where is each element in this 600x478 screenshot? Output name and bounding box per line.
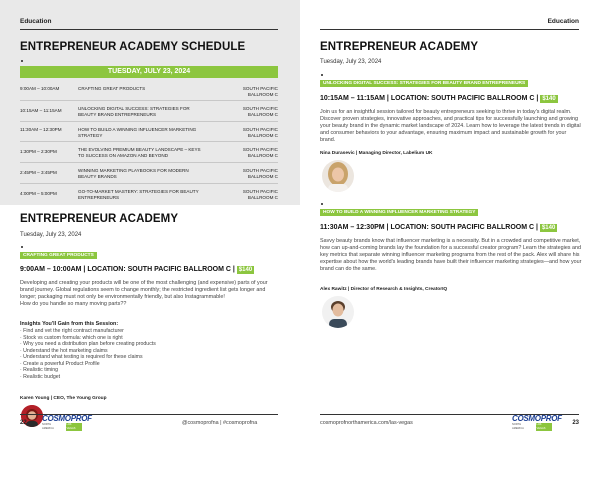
schedule-time: 1:30PM – 2:30PM — [20, 149, 57, 154]
row-divider — [20, 162, 278, 163]
session-description: Join us for an insightful session tailored for beauty entrepreneurs seeking to thrive in today's digital realm. Discover proven strategies, innovative approaches, and practical tips for successfully launching and growing your beauty brand in the dynamic market landscape of 2024. Learn how to leverage the latest trends in digital and consumer behaviors to your advantage, ensuring maximum impact and sustainable growth for your brand. — [320, 109, 581, 143]
logo-word: COSMOPROF — [512, 414, 562, 423]
insight-item: · Stock vs custom formula: which one is right — [20, 334, 123, 341]
row-divider — [20, 141, 278, 142]
session-time-location — [20, 266, 254, 274]
speaker-credit: Karen Young | CEO, The Young Group — [20, 396, 107, 401]
section-divider — [20, 29, 278, 30]
section-divider — [320, 29, 579, 30]
insight-item: · Understand the hot marketing claims — [20, 347, 108, 354]
logo-city: LAS VEGAS — [536, 423, 553, 431]
schedule-room: SOUTH PACIFIC BALLROOM C — [242, 127, 278, 138]
academy-title: ENTREPRENEUR ACADEMY — [320, 41, 479, 53]
schedule-time: 11:30AM – 12:30PM — [20, 127, 62, 132]
academy-title: ENTREPRENEUR ACADEMY — [20, 213, 179, 225]
session-tag: HOW TO BUILD A WINNING INFLUENCER MARKETING STRATEGY — [320, 209, 478, 216]
schedule-session: HOW TO BUILD A WINNING INFLUENCER MARKETING STRATEGY — [78, 127, 197, 138]
speaker-credit: Alex Rawitz | Director of Research & Insights, CreatorIQ — [320, 287, 448, 292]
schedule-date-bar: TUESDAY, JULY 23, 2024 — [20, 66, 278, 78]
insight-item: · Realistic budget — [20, 373, 61, 380]
insight-item: · Realistic timing — [20, 367, 59, 373]
schedule-session: WINNING MARKETING PLAYBOOKS FOR MODERN BEAUTY BRANDS — [78, 168, 189, 179]
insight-item: · Why you need a distribution plan before creating products — [20, 341, 156, 347]
bullet-dot — [321, 74, 323, 76]
schedule-time: 9:00AM – 10:00AM — [20, 86, 60, 91]
price-badge: $140 — [541, 225, 556, 231]
academy-date: Tuesday, July 23, 2024 — [20, 232, 82, 238]
session-tag: UNLOCKING DIGITAL SUCCESS: STRATEGIES FOR BEAUTY BRAND ENTREPRENEURS — [320, 80, 528, 87]
row-divider — [20, 183, 278, 184]
right-page — [300, 0, 600, 478]
speaker-photo-icon — [322, 160, 354, 192]
speaker-credit: Nina Durasevic | Managing Director, Labelium UK — [320, 151, 433, 156]
schedule-session: GO-TO-MARKET MASTERY: STRATEGIES FOR BEAUTY ENTREPRENEURS — [78, 189, 199, 200]
schedule-room: SOUTH PACIFIC BALLROOM C — [242, 147, 278, 158]
schedule-time: 10:15AM – 11:15AM — [20, 108, 62, 113]
schedule-time: 4:00PM – 5:00PM — [20, 191, 57, 196]
insights-heading: Insights You'll Gain from this Session: — [20, 321, 119, 327]
insight-item: · Understand what testing is required for these claims — [20, 354, 143, 360]
schedule-room: SOUTH PACIFIC BALLROOM C — [242, 106, 278, 117]
time-location-text: 9:00AM – 10:00AM | LOCATION: SOUTH PACIFIC BALLROOM C | — [20, 266, 235, 273]
logo-city: LAS VEGAS — [66, 423, 83, 431]
session-time-location — [320, 95, 558, 103]
schedule-title: ENTREPRENEUR ACADEMY SCHEDULE — [20, 41, 246, 53]
price-badge: $140 — [542, 96, 556, 102]
row-divider — [20, 121, 278, 122]
schedule-session: UNLOCKING DIGITAL SUCCESS: STRATEGIES FOR BEAUTY BRAND ENTREPRENEURS — [78, 106, 190, 117]
section-label: Education — [20, 18, 52, 25]
speaker-photo-icon — [322, 296, 354, 328]
website-link[interactable]: cosmoprofnorthamerica.com/las-vegas — [320, 420, 413, 426]
schedule-room: SOUTH PACIFIC BALLROOM C — [242, 86, 278, 97]
bullet-dot — [321, 203, 323, 205]
logo-sub — [42, 423, 82, 431]
cosmoprof-logo — [512, 414, 562, 430]
time-location-text: 11:30AM – 12:30PM | LOCATION: SOUTH PACIFIC BALLROOM C | — [320, 224, 538, 231]
speaker-avatar — [322, 296, 354, 328]
social-handles[interactable]: @cosmoprofna | #cosmoprofna — [182, 420, 258, 426]
cosmoprof-logo — [42, 414, 92, 430]
session-tag: CRAFTING GREAT PRODUCTS — [20, 252, 97, 259]
insight-item: · Find and vet the right contract manufacturer — [20, 328, 124, 334]
schedule-room: SOUTH PACIFIC BALLROOM C — [242, 168, 278, 179]
speaker-avatar — [322, 160, 354, 192]
description-question: How do you handle so many moving parts?? — [20, 301, 127, 307]
logo-word: COSMOPROF — [42, 414, 92, 423]
bullet-dot — [21, 60, 23, 62]
time-location-text: 10:15AM – 11:15AM | LOCATION: SOUTH PACIFIC BALLROOM C | — [320, 95, 539, 102]
section-label: Education — [547, 18, 579, 25]
logo-region: NORTH AMERICA — [42, 423, 54, 430]
session-time-location — [320, 224, 557, 232]
logo-sub — [512, 423, 552, 431]
description-text: Developing and creating your products will be one of the most challenging (and expensive) parts of your brand journey. Global regulations seem to change monthly; the restricted ingredient list gets longer and longer; packaging must not only be environmentally friendly, but also Instagrammable! — [20, 280, 268, 300]
schedule-session: THE EVOLVING PREMIUM BEAUTY LANDSCAPE – KEYS TO SUCCESS ON AMAZON AND BEYOND — [78, 147, 201, 158]
price-badge: $140 — [238, 267, 253, 273]
academy-date: Tuesday, July 23, 2024 — [320, 59, 382, 65]
row-divider — [20, 100, 278, 101]
schedule-time: 2:45PM – 3:45PM — [20, 170, 57, 175]
session-description — [20, 280, 282, 308]
schedule-session: CRAFTING GREAT PRODUCTS — [78, 86, 146, 91]
schedule-room: SOUTH PACIFIC BALLROOM C — [242, 189, 278, 200]
page-number: 22 — [20, 420, 27, 426]
insight-item: · Create a powerful Product Profile — [20, 360, 100, 367]
insights-list — [20, 328, 280, 380]
page-number: 23 — [572, 420, 579, 426]
logo-region: NORTH AMERICA — [512, 423, 524, 430]
session-description: Savvy beauty brands know that influencer marketing is a necessity. But in a crowded and competitive market, how can up-and-coming brands lay the foundation for a successful creator program? Learn the strategies and key metrics that separate winning influencer marketing programs from the rest of the pack. Alex will share his expertise about how the world's leading brands have built their influencer marketing strategies—and how your brand can do the same. — [320, 238, 582, 272]
bullet-dot — [21, 246, 23, 248]
